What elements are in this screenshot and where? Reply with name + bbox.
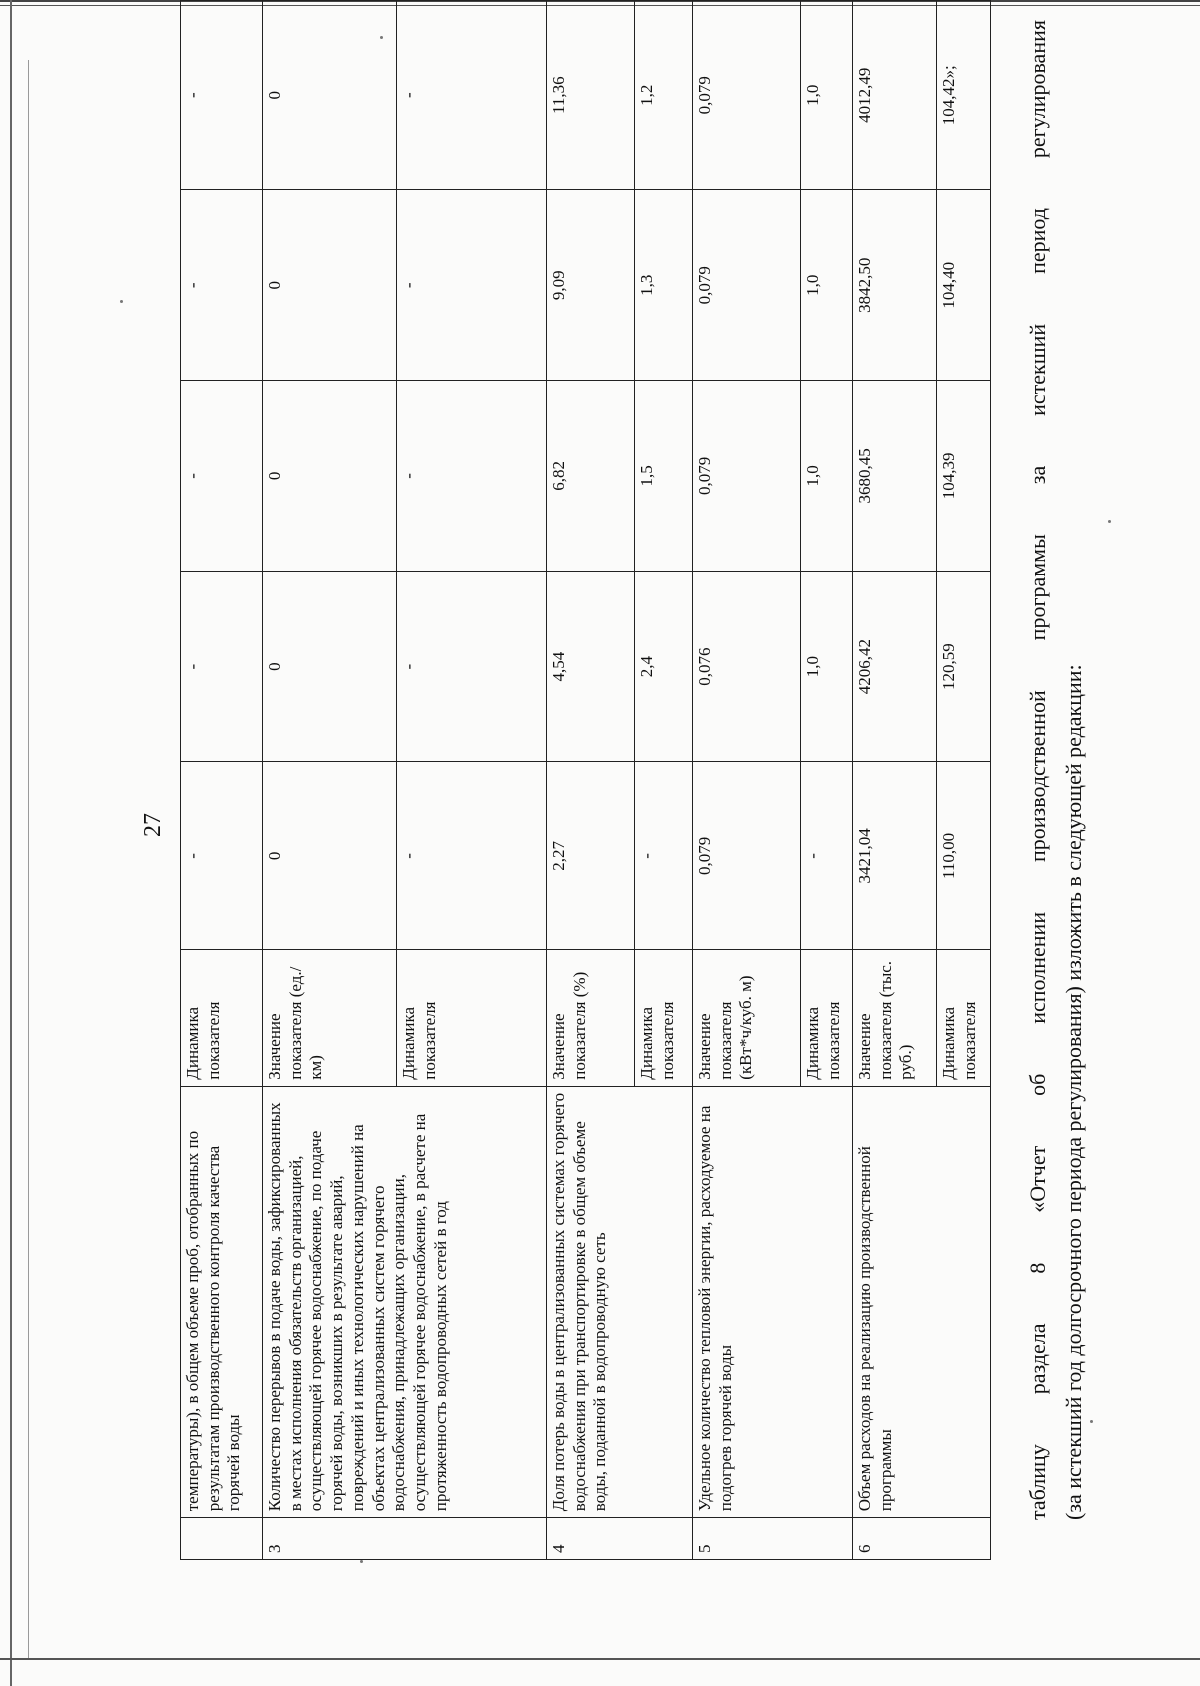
value-cell: - bbox=[397, 762, 547, 950]
value-cell: 0 bbox=[263, 762, 397, 950]
value-cell: 2,27 bbox=[547, 762, 635, 950]
scan-fold-line bbox=[28, 60, 29, 1660]
value-cell: 104,39 bbox=[937, 381, 991, 572]
value-cell: - bbox=[181, 381, 263, 572]
value-cell: - bbox=[397, 381, 547, 572]
value-cell: 0,076 bbox=[693, 571, 801, 762]
indicator-label: Динамика показателя bbox=[937, 950, 991, 1086]
table-row bbox=[853, 1, 937, 1560]
value-cell: 4,54 bbox=[547, 571, 635, 762]
value-cell: - bbox=[397, 571, 547, 762]
value-cell: 0,079 bbox=[693, 1, 801, 190]
value-cell: 3421,04 bbox=[853, 762, 937, 950]
table-row bbox=[693, 1, 801, 1560]
value-cell: 3842,50 bbox=[853, 190, 937, 381]
value-cell: - bbox=[635, 762, 693, 950]
rotated-document bbox=[140, 0, 1160, 1580]
value-cell: 0 bbox=[263, 381, 397, 572]
value-cell: 1,0 bbox=[801, 571, 853, 762]
indicator-description: Объем расходов на реализацию производственной программы bbox=[853, 1086, 991, 1518]
amendment-line-1: таблицу раздела 8 «Отчет об исполнении производственной программы за истекший период регулирования bbox=[1025, 20, 1050, 1520]
value-cell: 1,0 bbox=[801, 190, 853, 381]
scan-speck bbox=[120, 300, 123, 303]
value-cell: - bbox=[397, 1, 547, 190]
value-cell: 9,09 bbox=[547, 190, 635, 381]
value-cell: 2,4 bbox=[635, 571, 693, 762]
indicator-label: Значение показателя (тыс. руб.) bbox=[853, 950, 937, 1086]
indicator-label: Динамика показателя bbox=[397, 950, 547, 1086]
row-number: 4 bbox=[547, 1518, 693, 1560]
indicator-label: Значение показателя (ед./км) bbox=[263, 950, 397, 1086]
scan-edge-bottom bbox=[0, 1658, 1200, 1660]
value-cell: 0,079 bbox=[693, 190, 801, 381]
value-cell: 1,5 bbox=[635, 381, 693, 572]
value-cell: 0 bbox=[263, 571, 397, 762]
value-cell: - bbox=[181, 762, 263, 950]
value-cell: 104,40 bbox=[937, 190, 991, 381]
value-cell: 110,00 bbox=[937, 762, 991, 950]
value-cell: 0 bbox=[263, 190, 397, 381]
value-cell: 1,2 bbox=[635, 1, 693, 190]
value-cell: 0,079 bbox=[693, 762, 801, 950]
value-cell: 11,36 bbox=[547, 1, 635, 190]
row-number: 5 bbox=[693, 1518, 853, 1560]
value-cell: - bbox=[181, 571, 263, 762]
value-cell: 1,0 bbox=[801, 1, 853, 190]
row-number: 3 bbox=[263, 1518, 547, 1560]
value-cell: 4206,42 bbox=[853, 571, 937, 762]
indicator-label: Значение показателя (кВт*ч/куб. м) bbox=[693, 950, 801, 1086]
value-cell: 0 bbox=[263, 1, 397, 190]
indicator-label: Динамика показателя bbox=[635, 950, 693, 1086]
table-row bbox=[263, 1, 397, 1560]
value-cell: 3680,45 bbox=[853, 381, 937, 572]
indicator-label: Динамика показателя bbox=[181, 950, 263, 1086]
value-cell: 1,0 bbox=[801, 381, 853, 572]
value-cell: - bbox=[801, 762, 853, 950]
indicator-description: температуры), в общем объеме проб, отобранных по результатам производственного контроля качества горячей воды bbox=[181, 1086, 263, 1518]
value-cell: 1,3 bbox=[635, 190, 693, 381]
page-number: 27 bbox=[140, 813, 166, 837]
amendment-text bbox=[1020, 20, 1093, 1520]
table-row bbox=[181, 1, 263, 1560]
amendment-line-2: (за истекший год долгосрочного периода регулирования) изложить в следующей редакции: bbox=[1061, 664, 1087, 1520]
indicator-label: Динамика показателя bbox=[801, 950, 853, 1086]
value-cell: - bbox=[397, 190, 547, 381]
value-cell: 104,42»; bbox=[937, 1, 991, 190]
table-row bbox=[547, 1, 635, 1560]
value-cell: - bbox=[181, 190, 263, 381]
value-cell: 0,079 bbox=[693, 381, 801, 572]
row-number bbox=[181, 1518, 263, 1560]
indicator-label: Значение показателя (%) bbox=[547, 950, 635, 1086]
value-cell: 120,59 bbox=[937, 571, 991, 762]
indicator-description: Количество перерывов в подаче воды, зафиксированных в местах исполнения обязательств организацией, осуществляющей горячее водоснабжение, по подаче горячей воды, возникших в результате аварий, повреждений и иных технологических нарушений на объектах централизованных систем горячего водоснабжения, принадлежащих организации, осуществляющей горячее водоснабжение, в расчете на протяженность водопроводных сетей в год bbox=[263, 1086, 547, 1518]
value-cell: 4012,49 bbox=[853, 1, 937, 190]
scan-edge-left bbox=[10, 0, 12, 1686]
indicators-table bbox=[180, 0, 991, 1560]
value-cell: 6,82 bbox=[547, 381, 635, 572]
value-cell: - bbox=[181, 1, 263, 190]
indicator-description: Доля потерь воды в централизованных системах горячего водоснабжения при транспортировке в общем объеме воды, поданной в водопроводную сеть bbox=[547, 1086, 693, 1518]
indicator-description: Удельное количество тепловой энергии, расходуемое на подогрев горячей воды bbox=[693, 1086, 853, 1518]
row-number: 6 bbox=[853, 1518, 991, 1560]
table-body bbox=[181, 1, 991, 1560]
